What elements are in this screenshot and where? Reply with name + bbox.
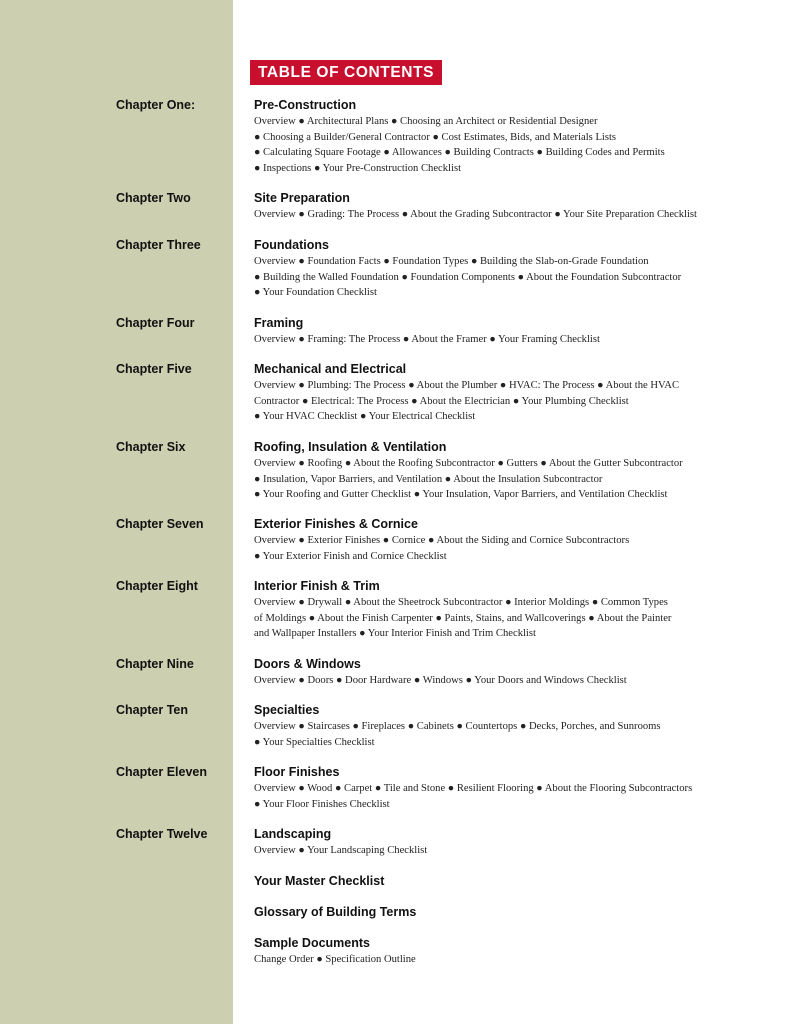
topic-line: Overview ● Doors ● Door Hardware ● Windows ● Your Doors and Windows Checklist — [254, 675, 627, 686]
topic-line: ● Choosing a Builder/General Contractor ● Cost Estimates, Bids, and Materials Lists — [254, 131, 617, 143]
topic-line: Overview ● Architectural Plans ● Choosing an Architect or Residential Designer — [254, 116, 598, 127]
topic-line: ● Your Foundation Checklist — [254, 287, 377, 299]
topic-line: Overview ● Plumbing: The Process ● About the Plumber ● HVAC: The Process ● About the HVAC — [254, 380, 680, 391]
chapter-topics — [254, 254, 774, 301]
chapter-title: Framing — [254, 316, 304, 330]
topic-line: ● Your HVAC Checklist ● Your Electrical Checklist — [254, 411, 476, 423]
chapter-title: Glossary of Building Terms — [254, 905, 417, 919]
chapter-label: Chapter Nine — [116, 657, 194, 671]
topic-line: ● Your Specialties Checklist — [254, 736, 375, 748]
chapter-title: Interior Finish & Trim — [254, 579, 380, 593]
chapter-title: Foundations — [254, 238, 329, 252]
chapter-topics — [254, 595, 774, 642]
chapter-label: Chapter Two — [116, 191, 191, 205]
chapter-title: Doors & Windows — [254, 657, 361, 671]
topic-line: ● Inspections ● Your Pre-Construction Checklist — [254, 162, 462, 174]
topic-line: ● Calculating Square Footage ● Allowances ● Building Contracts ● Building Codes and Permits — [254, 147, 665, 159]
topic-line: Overview ● Roofing ● About the Roofing Subcontractor ● Gutters ● About the Gutter Subcontractor — [254, 458, 683, 469]
topic-line: Overview ● Your Landscaping Checklist — [254, 845, 428, 856]
chapter-topics — [254, 673, 774, 689]
chapter-label: Chapter Three — [116, 238, 201, 252]
chapter-topics — [254, 843, 774, 859]
topic-line: Overview ● Exterior Finishes ● Cornice ● About the Siding and Cornice Subcontractors — [254, 535, 630, 546]
topic-line: Overview ● Grading: The Process ● About the Grading Subcontractor ● Your Site Preparation Checklist — [254, 209, 697, 220]
chapter-topics — [254, 114, 774, 176]
topic-line: Overview ● Wood ● Carpet ● Tile and Stone ● Resilient Flooring ● About the Flooring Subcontractors — [254, 783, 693, 794]
topic-line: Overview ● Foundation Facts ● Foundation Types ● Building the Slab-on-Grade Foundation — [254, 256, 649, 267]
chapter-topics — [254, 378, 774, 425]
toc-heading: TABLE OF CONTENTS — [250, 60, 442, 85]
chapter-label: Chapter Ten — [116, 703, 188, 717]
topic-line: ● Your Floor Finishes Checklist — [254, 798, 390, 810]
chapter-label: Chapter Eight — [116, 579, 198, 593]
topic-line: and Wallpaper Installers ● Your Interior Finish and Trim Checklist — [254, 628, 536, 640]
chapter-title: Mechanical and Electrical — [254, 362, 407, 376]
topic-line: Overview ● Staircases ● Fireplaces ● Cabinets ● Countertops ● Decks, Porches, and Sunrooms — [254, 721, 661, 732]
chapter-title: Floor Finishes — [254, 765, 340, 779]
chapter-label: Chapter Four — [116, 316, 195, 330]
chapter-topics — [254, 952, 774, 968]
topic-line: ● Building the Walled Foundation ● Foundation Components ● About the Foundation Subcontractor — [254, 271, 682, 283]
chapter-title: Roofing, Insulation & Ventilation — [254, 440, 447, 454]
chapter-topics — [254, 781, 774, 812]
chapter-topics — [254, 456, 774, 503]
chapter-title: Landscaping — [254, 827, 332, 841]
chapter-title: Site Preparation — [254, 191, 350, 205]
chapter-label: Chapter Five — [116, 362, 192, 376]
topic-line: Change Order ● Specification Outline — [254, 954, 416, 965]
topic-line: ● Your Roofing and Gutter Checklist ● Your Insulation, Vapor Barriers, and Ventilation Checklist — [254, 489, 668, 501]
chapter-label: Chapter Eleven — [116, 765, 208, 779]
chapter-label: Chapter Six — [116, 440, 186, 454]
chapter-title: Specialties — [254, 703, 320, 717]
topic-line: of Moldings ● About the Finish Carpenter ● Paints, Stains, and Wallcoverings ● About the Painter — [254, 612, 672, 624]
topic-line: ● Insulation, Vapor Barriers, and Ventilation ● About the Insulation Subcontractor — [254, 473, 603, 485]
chapter-title: Your Master Checklist — [254, 874, 385, 888]
topic-line: Contractor ● Electrical: The Process ● About the Electrician ● Your Plumbing Checklist — [254, 395, 629, 407]
sidebar-panel — [0, 0, 233, 1024]
chapter-topics — [254, 332, 774, 348]
chapter-topics — [254, 207, 774, 223]
chapter-title: Exterior Finishes & Cornice — [254, 517, 418, 531]
topic-line: ● Your Exterior Finish and Cornice Checklist — [254, 550, 447, 562]
chapter-title: Sample Documents — [254, 936, 371, 950]
topic-line: Overview ● Drywall ● About the Sheetrock Subcontractor ● Interior Moldings ● Common Types — [254, 597, 668, 608]
chapter-topics — [254, 533, 774, 564]
chapter-topics — [254, 719, 774, 750]
chapter-label: Chapter Seven — [116, 517, 204, 531]
chapter-title: Pre-Construction — [254, 98, 357, 112]
chapter-label: Chapter One: — [116, 98, 196, 112]
topic-line: Overview ● Framing: The Process ● About the Framer ● Your Framing Checklist — [254, 334, 600, 345]
chapter-label: Chapter Twelve — [116, 827, 208, 841]
